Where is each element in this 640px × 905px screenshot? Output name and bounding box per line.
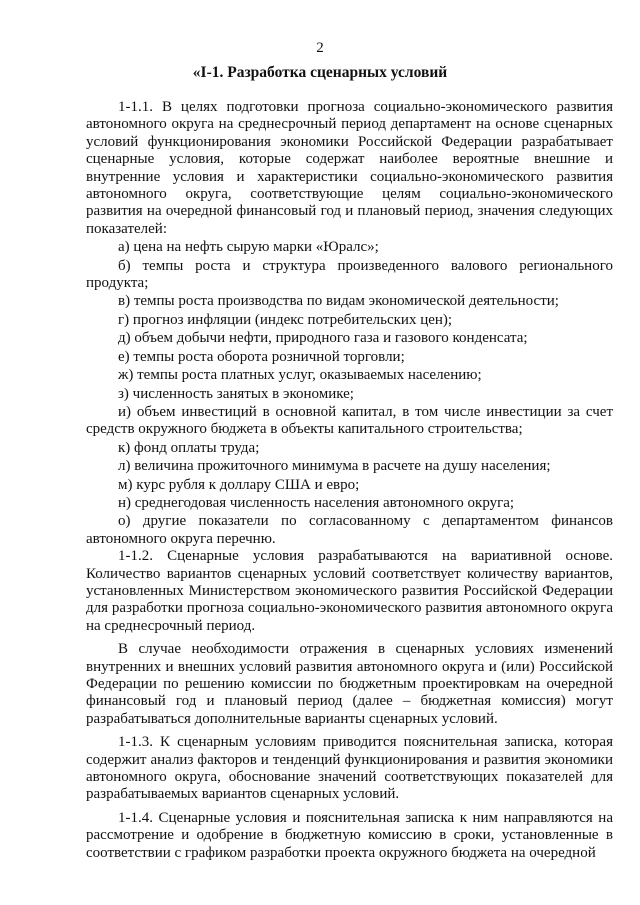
- list-item-n: н) среднегодовая численность населения автономного округа;: [118, 494, 515, 511]
- list-item-z: з) численность занятых в экономике;: [118, 385, 354, 402]
- list-item-g: г) прогноз инфляции (индекс потребительских цен);: [118, 311, 453, 328]
- page-number: 2: [316, 40, 324, 56]
- list-item-v: в) темпы роста производства по видам экономической деятельности;: [118, 293, 559, 310]
- paragraph-1-1-4: 1-1.4. Сценарные условия и пояснительная записка к ним направляются на рассмотрение и одобрение в бюджетную комиссию в сроки, установленные в соответствии с графиком разработки проекта окружного бюджета на очередной: [86, 809, 613, 861]
- list-item-k: к) фонд оплаты труда;: [118, 439, 260, 456]
- list-item-b: б) темпы роста и структура произведенного валового регионального продукта;: [86, 257, 613, 292]
- paragraph-1-1-2: 1-1.2. Сценарные условия разрабатываются на вариативной основе. Количество вариантов сценарных условий соответствует количеству вариантов, установленных Министерством экономического развития Российской Федерации для разработки прогноза социально-экономического развития автономного округа на среднесрочный период.: [86, 548, 613, 634]
- list-item-m: м) курс рубля к доллару США и евро;: [118, 476, 360, 493]
- list-item-d: д) объем добычи нефти, природного газа и газового конденсата;: [118, 330, 528, 347]
- list-item-a: а) цена на нефть сырую марки «Юралс»;: [118, 239, 379, 256]
- paragraph-1-1-1: 1-1.1. В целях подготовки прогноза социально-экономического развития автономного округа на среднесрочный период департамент на основе сценарных условий функционирования экономики Российской Федерации разрабатывает сценарные условия, которые содержат наиболее вероятные внешние и внутренние условия и характеристики социально-экономического развития автономного округа, соответствующие целям социально-экономического развития на очередной финансовый год и плановый период, значения следующих показателей:: [86, 99, 613, 237]
- list-item-l: л) величина прожиточного минимума в расчете на душу населения;: [118, 458, 551, 475]
- list-item-e: е) темпы роста оборота розничной торговли;: [118, 348, 405, 365]
- document-body: [86, 99, 613, 862]
- list-item-o: о) другие показатели по согласованному с департаментом финансов автономного округа перечню.: [86, 513, 613, 547]
- section-title: «I-1. Разработка сценарных условий: [192, 64, 448, 81]
- paragraph-1-1-3: 1-1.3. К сценарным условиям приводится пояснительная записка, которая содержит анализ факторов и тенденций функционирования и развития экономики автономного округа, обоснование значений соответствующих показателей для разрабатываемых вариантов сценарных условий.: [86, 734, 613, 803]
- paragraph-additional-variants: В случае необходимости отражения в сценарных условиях изменений внутренних и внешних условий развития автономного округа и (или) Российской Федерации по решению комиссии по бюджетным проектировкам на очередной финансовый год и плановый период (далее – бюджетная комиссия) могут разрабатываться дополнительные варианты сценарных условий.: [86, 641, 613, 727]
- list-item-zh: ж) темпы роста платных услуг, оказываемых населению;: [118, 367, 482, 384]
- list-item-i: и) объем инвестиций в основной капитал, в том числе инвестиции за счет средств окружного бюджета в объекты капитального строительства;: [86, 403, 613, 438]
